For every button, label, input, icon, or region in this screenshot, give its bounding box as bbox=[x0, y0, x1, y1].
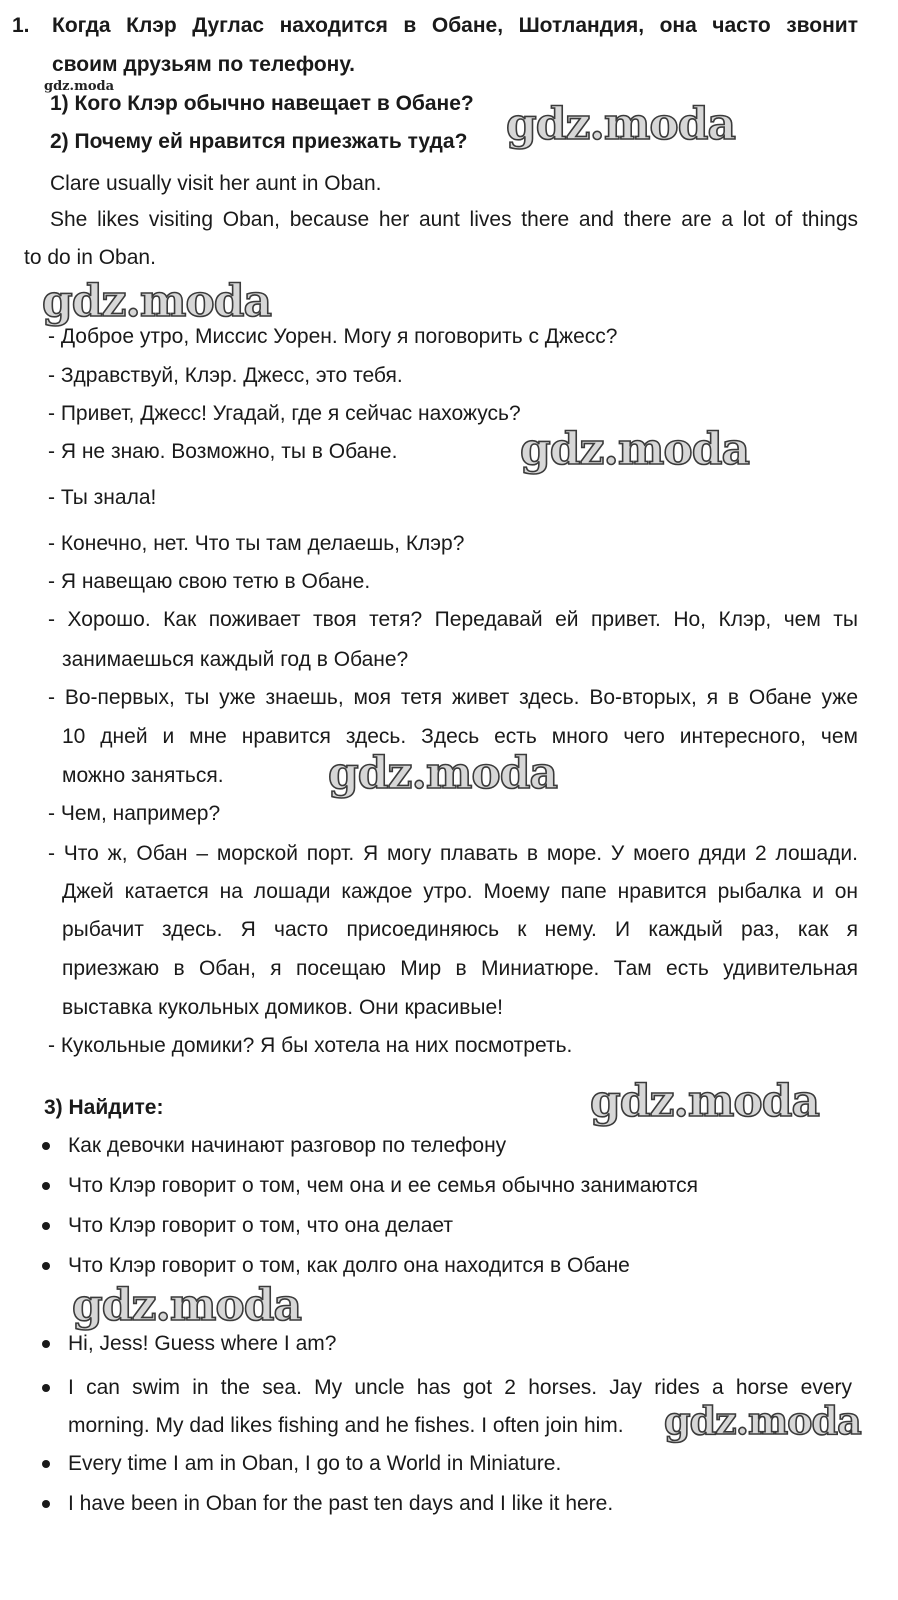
answer-2-line2: to do in Oban. bbox=[24, 246, 156, 269]
watermark: gdz.moda bbox=[520, 424, 750, 475]
answer-item: Hi, Jess! Guess where I am? bbox=[68, 1332, 337, 1355]
watermark-small: gdz.moda bbox=[44, 79, 115, 94]
answer-item: Every time I am in Oban, I go to a World in Miniature. bbox=[68, 1452, 562, 1475]
dialogue-line: - Во-первых, ты уже знаешь, моя тетя живет здесь. Во-вторых, я в Обане уже bbox=[48, 686, 858, 709]
bullet-icon bbox=[42, 1182, 50, 1190]
find-item: Что Клэр говорит о том, чем она и ее семья обычно занимаются bbox=[68, 1174, 698, 1197]
answer-2-line1: She likes visiting Oban, because her aunt lives there and there are a lot of things bbox=[50, 208, 858, 231]
bullet-icon bbox=[42, 1340, 50, 1348]
find-item: Что Клэр говорит о том, как долго она находится в Обане bbox=[68, 1254, 630, 1277]
dialogue-line: - Хорошо. Как поживает твоя тетя? Передавай ей привет. Но, Клэр, чем ты bbox=[48, 608, 858, 631]
find-item: Что Клэр говорит о том, что она делает bbox=[68, 1214, 454, 1237]
answer-item-continued: morning. My dad likes fishing and he fishes. I often join him. bbox=[68, 1414, 624, 1437]
task-header-line2: своим друзьям по телефону. bbox=[52, 53, 356, 76]
bullet-icon bbox=[42, 1222, 50, 1230]
dialogue-line: выставка кукольных домиков. Они красивые! bbox=[62, 996, 503, 1019]
dialogue-line: - Кукольные домики? Я бы хотела на них посмотреть. bbox=[48, 1034, 573, 1057]
dialogue-line: - Чем, например? bbox=[48, 802, 221, 825]
bullet-icon bbox=[42, 1460, 50, 1468]
dialogue-line: - Здравствуй, Клэр. Джесс, это тебя. bbox=[48, 364, 403, 387]
dialogue-line: - Конечно, нет. Что ты там делаешь, Клэр? bbox=[48, 532, 465, 555]
question-1: 1) Кого Клэр обычно навещает в Обане? bbox=[50, 92, 474, 115]
dialogue-line: занимаешься каждый год в Обане? bbox=[62, 648, 409, 671]
dialogue-line: Джей катается на лошади каждое утро. Моему папе нравится рыбалка и он bbox=[62, 880, 858, 903]
watermark: gdz.moda bbox=[42, 276, 272, 327]
bullet-icon bbox=[42, 1500, 50, 1508]
task-number: 1. bbox=[12, 14, 30, 37]
find-title: 3) Найдите: bbox=[44, 1096, 164, 1119]
task-header-line1: Когда Клэр Дуглас находится в Обане, Шотландия, она часто звонит bbox=[52, 14, 858, 37]
dialogue-line: - Привет, Джесс! Угадай, где я сейчас нахожусь? bbox=[48, 402, 521, 425]
answer-1: Clare usually visit her aunt in Oban. bbox=[50, 172, 382, 195]
dialogue-line: - Ты знала! bbox=[48, 486, 157, 509]
bullet-icon bbox=[42, 1262, 50, 1270]
dialogue-line: - Доброе утро, Миссис Уорен. Могу я поговорить с Джесс? bbox=[48, 325, 618, 348]
dialogue-line: 10 дней и мне нравится здесь. Здесь есть много чего интересного, чем bbox=[62, 725, 858, 748]
watermark: gdz.moda bbox=[506, 99, 736, 150]
bullet-icon bbox=[42, 1142, 50, 1150]
answer-item: I have been in Oban for the past ten days and I like it here. bbox=[68, 1492, 614, 1515]
watermark: gdz.moda bbox=[590, 1076, 820, 1127]
bullet-icon bbox=[42, 1384, 50, 1392]
dialogue-line: - Что ж, Обан – морской порт. Я могу плавать в море. У моего дяди 2 лошади. bbox=[48, 842, 858, 865]
dialogue-line: можно заняться. bbox=[62, 764, 224, 787]
watermark: gdz.moda bbox=[328, 748, 558, 799]
dialogue-line: приезжаю в Обан, я посещаю Мир в Миниатюре. Там есть удивительная bbox=[62, 957, 858, 980]
find-item: Как девочки начинают разговор по телефону bbox=[68, 1134, 507, 1157]
dialogue-line: - Я не знаю. Возможно, ты в Обане. bbox=[48, 440, 398, 463]
watermark: gdz.moda bbox=[664, 1398, 861, 1443]
answer-item: I can swim in the sea. My uncle has got 2 horses. Jay rides a horse every bbox=[68, 1376, 852, 1399]
dialogue-line: рыбачит здесь. Я часто присоединяюсь к нему. И каждый раз, как я bbox=[62, 918, 858, 941]
dialogue-line: - Я навещаю свою тетю в Обане. bbox=[48, 570, 371, 593]
watermark: gdz.moda bbox=[72, 1280, 302, 1331]
question-2: 2) Почему ей нравится приезжать туда? bbox=[50, 130, 468, 153]
